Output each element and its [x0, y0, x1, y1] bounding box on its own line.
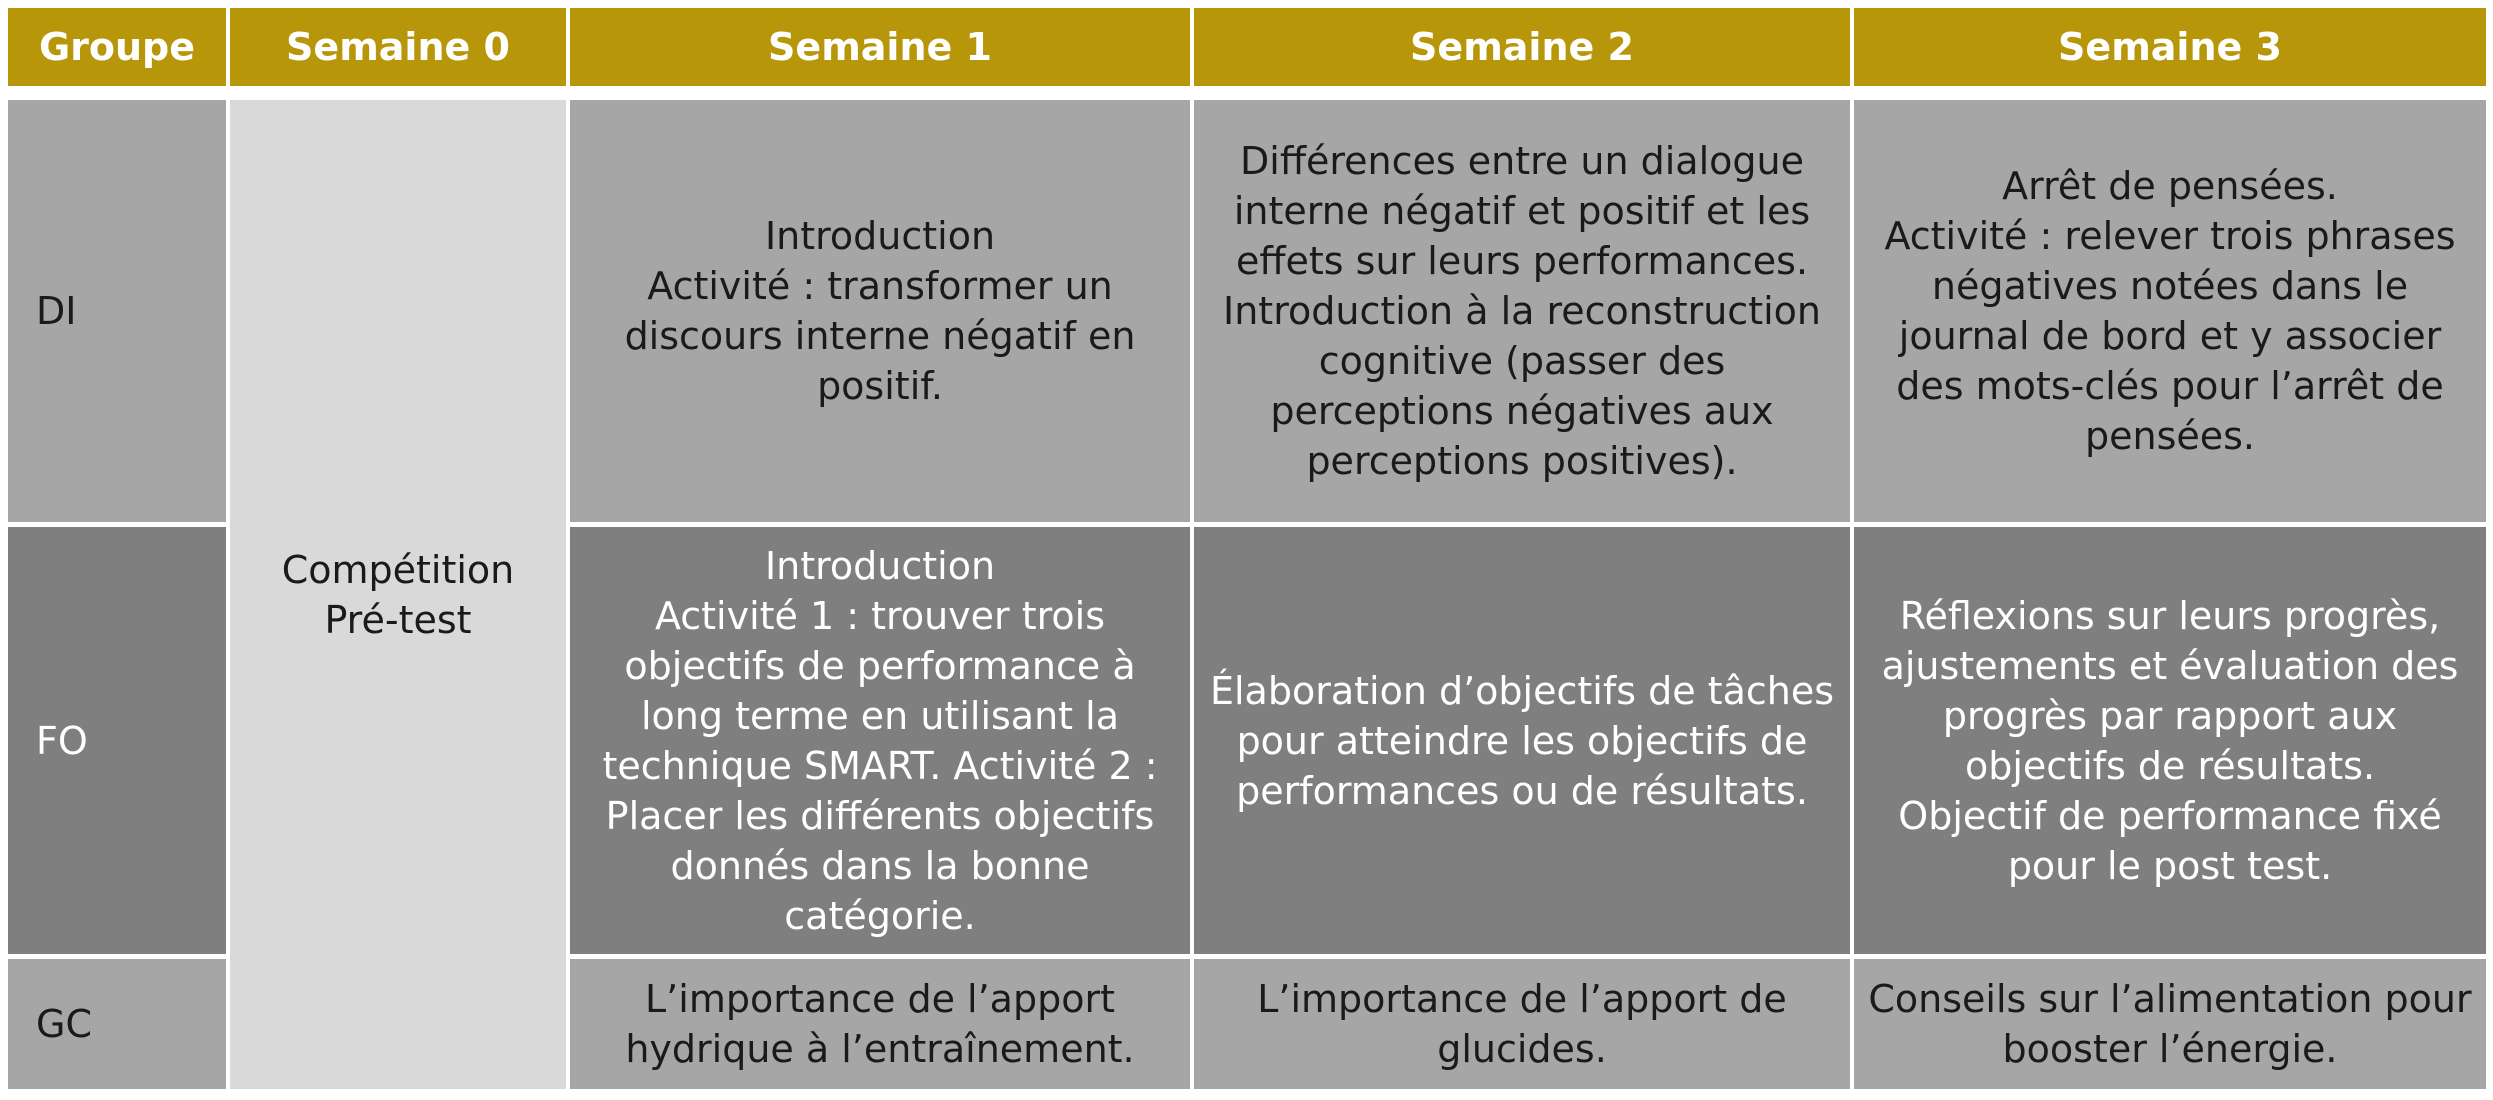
di-week2-cell: Différences entre un dialogue interne négatif et positif et les effets sur leurs performances. Introduction à la reconstruction cognitive (passer des perceptions négatives aux perceptions positives). [1194, 100, 1850, 522]
header-semaine-2: Semaine 2 [1194, 8, 1850, 86]
fo-week2-cell: Élaboration d’objectifs de tâches pour atteindre les objectifs de performances ou de résultats. [1194, 527, 1850, 954]
week0-competition-pretest: Compétition Pré-test [230, 100, 566, 1089]
gc-week3-cell: Conseils sur l’alimentation pour booster l’énergie. [1854, 959, 2486, 1089]
di-week3-cell: Arrêt de pensées. Activité : relever trois phrases négatives notées dans le journal de bord et y associer des mots-clés pour l’arrêt de pensées. [1854, 100, 2486, 522]
header-semaine-3: Semaine 3 [1854, 8, 2486, 86]
header-semaine-0: Semaine 0 [230, 8, 566, 86]
gc-week1-cell: L’importance de l’apport hydrique à l’entraînement. [570, 959, 1190, 1089]
header-groupe: Groupe [8, 8, 226, 86]
fo-week3-cell: Réflexions sur leurs progrès, ajustements et évaluation des progrès par rapport aux objectifs de résultats. Objectif de performance fixé pour le post test. [1854, 527, 2486, 954]
group-cell-fo: FO [8, 527, 226, 954]
header-semaine-1: Semaine 1 [570, 8, 1190, 86]
group-cell-gc: GC [8, 959, 226, 1089]
di-week1-cell: Introduction Activité : transformer un discours interne négatif en positif. [570, 100, 1190, 522]
gc-week2-cell: L’importance de l’apport de glucides. [1194, 959, 1850, 1089]
fo-week1-cell: Introduction Activité 1 : trouver trois objectifs de performance à long terme en utilisant la technique SMART. Activité 2 : Placer les différents objectifs donnés dans la bonne catégorie. [570, 527, 1190, 954]
group-cell-di: DI [8, 100, 226, 522]
